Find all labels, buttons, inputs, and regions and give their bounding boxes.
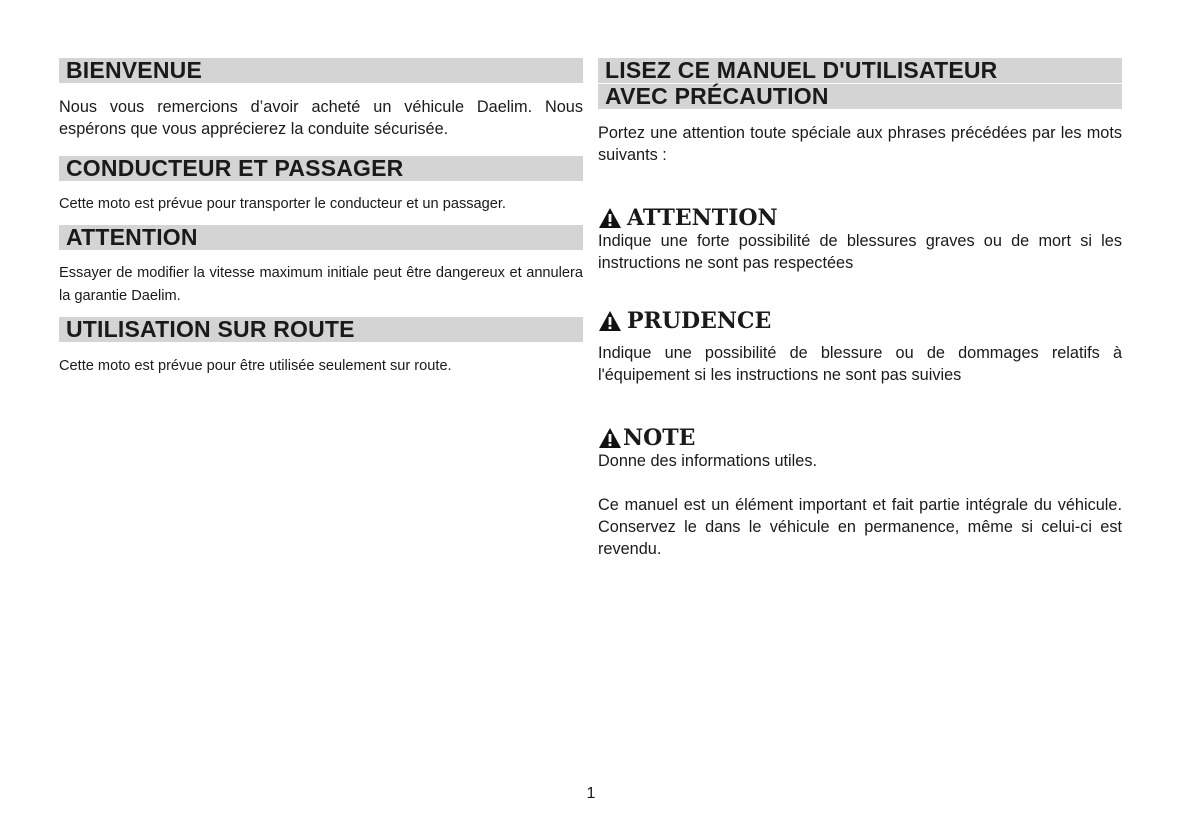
right-column [598,58,1122,560]
notice-attention [598,206,1122,274]
section-text: Nous vous remercions d’avoir acheté un véhicule Daelim. Nous espérons que vous apprécierez la conduite sécurisée. [59,98,583,138]
section-text: Cette moto est prévue pour transporter le conducteur et un passager. [59,196,506,212]
warning-triangle-icon [598,427,622,449]
manual-title-line1: LISEZ CE MANUEL D'UTILISATEUR [598,58,1122,83]
section-utilisation-route [59,317,583,378]
section-attention [59,225,583,308]
intro-text: Portez une attention toute spéciale aux phrases précédées par les mots suivants : [598,124,1122,164]
notice-prudence [598,309,1122,386]
notice-label-row [598,426,1122,450]
warning-triangle-icon [598,310,622,332]
left-column [59,58,583,378]
notice-text: Donne des informations utiles. [598,452,818,470]
page-number: 1 [586,785,596,802]
warning-triangle-icon [598,207,622,229]
notice-label-row [598,206,1122,230]
section-text: Essayer de modifier la vitesse maximum initiale peut être dangereux et annulera la garantie Daelim. [59,265,583,304]
section-bienvenue [59,58,583,140]
section-text: Cette moto est prévue pour être utilisée seulement sur route. [59,358,452,374]
notice-text: Indique une forte possibilité de blessures graves ou de mort si les instructions ne sont pas respectées [598,232,1122,272]
section-title: UTILISATION SUR ROUTE [59,317,583,342]
notice-label-row [598,309,1122,333]
section-title: CONDUCTEUR ET PASSAGER [59,156,583,181]
notice-label: ATTENTION [627,205,778,231]
closing-text: Ce manuel est un élément important et fait partie intégrale du véhicule. Conservez le dans le véhicule en permanence, même si celui-ci est revendu. [598,496,1122,558]
notice-label: NOTE [623,425,696,451]
section-conducteur-passager [59,156,583,216]
manual-title [598,58,1122,109]
notice-note [598,426,1122,472]
section-title: BIENVENUE [59,58,583,83]
notice-label: PRUDENCE [627,308,772,334]
manual-title-line2: AVEC PRÉCAUTION [598,84,1122,109]
notice-text: Indique une possibilité de blessure ou de dommages relatifs à l'équipement si les instructions ne sont pas suivies [598,344,1122,384]
section-title: ATTENTION [59,225,583,250]
